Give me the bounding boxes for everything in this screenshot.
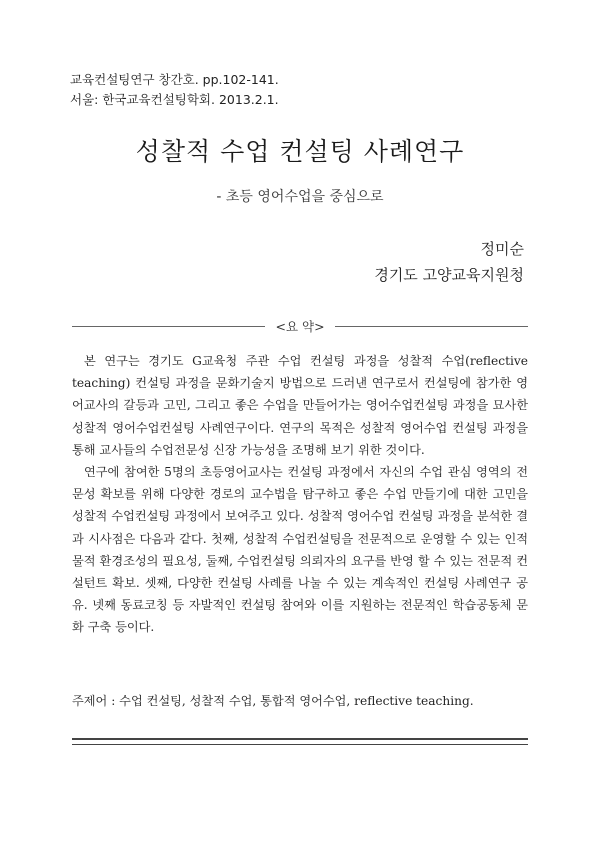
abstract-rule-left: [72, 326, 265, 327]
paper-title: 성찰적 수업 컨설팅 사례연구: [135, 137, 465, 166]
abstract-heading-row: [72, 316, 528, 336]
abstract-rule-right: [335, 326, 528, 327]
abstract-paragraph-2: 연구에 참여한 5명의 초등영어교사는 컨설팅 과정에서 자신의 수업 관심 영역의 전문성 확보를 위해 다양한 경로의 교수법을 탐구하고 좋은 수업 만들기에 대한 고민을 성찰적 수업컨설팅 과정에서 보여주고 있다. 성찰적 영어수업 컨설팅 과정을 분석한 결과 시사점은 다음과 같다. 첫째, 성찰적 수업컨설팅을 전문적으로 운영할 수 있는 인적 물적 환경조성의 필요성, 둘째, 수업컨설팅 의뢰자의 요구를 반영 할 수 있는 전문적 컨설턴트 확보. 셋째, 다양한 컨설팅 사례를 나눌 수 있는 계속적인 컨설팅 사례연구 공유. 넷째 동료코칭 등 자발적인 컨설팅 참여와 이를 지원하는 전문적인 학습공동체 문화 구축 등이다.: [72, 465, 528, 635]
abstract-body: [72, 350, 528, 639]
abstract-heading: <요 약>: [275, 319, 325, 334]
footer-double-rule: [72, 738, 528, 745]
author-name: 정미순: [480, 240, 524, 258]
citation-line-journal: 교육컨설팅연구 창간호. pp.102-141.: [70, 72, 279, 87]
citation-line-publisher: 서울: 한국교육컨설팅학회. 2013.2.1.: [70, 92, 279, 107]
citation-block: [70, 70, 279, 110]
keywords: 주제어 : 수업 컨설팅, 성찰적 수업, 통합적 영어수업, reflective teaching.: [72, 694, 474, 708]
paper-subtitle: - 초등 영어수업을 중심으로: [216, 189, 384, 205]
author-affiliation: 경기도 고양교육지원청: [374, 266, 524, 284]
abstract-paragraph-1: 본 연구는 경기도 G교육청 주관 수업 컨설팅 과정을 성찰적 수업(reflective teaching) 컨설팅 과정을 문화기술지 방법으로 드러낸 연구로서 컨설팅에 참가한 영어교사의 갈등과 고민, 그리고 좋은 수업을 만들어가는 영어수업컨설팅 과정을 묘사한 성찰적 영어수업컨설팅 사례연구이다. 연구의 목적은 성찰적 영어수업 컨설팅 과정을 통해 교사들의 수업전문성 신장 가능성을 조명해 보기 위한 것이다.: [72, 354, 528, 457]
